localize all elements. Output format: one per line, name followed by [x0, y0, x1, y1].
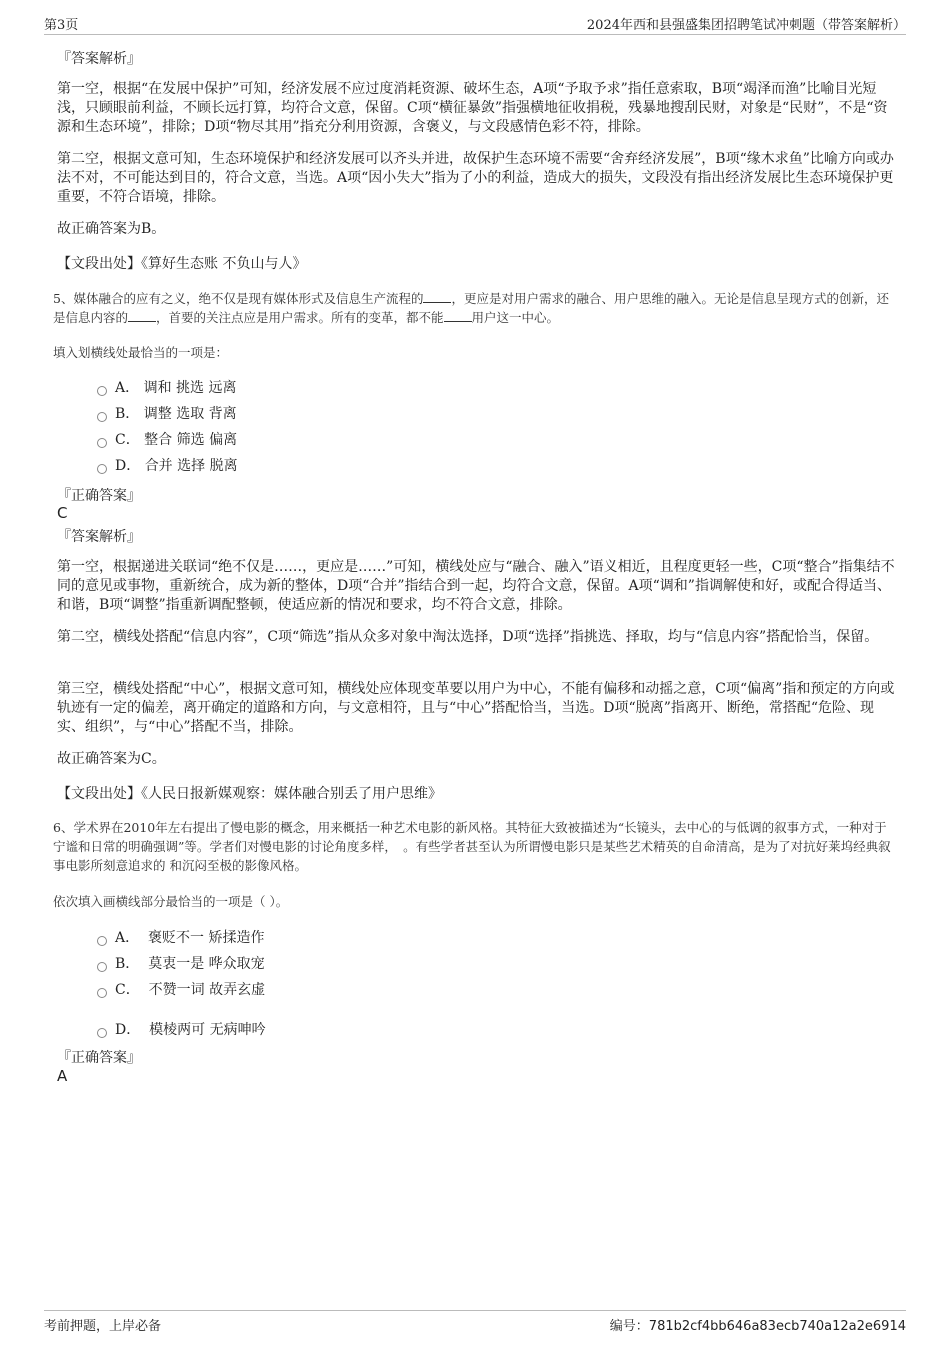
analysis-label: 『答案解析』: [57, 529, 141, 545]
question-text: 6、学术界在2010年左右提出了慢电影的概念，用来概括一种艺术电影的新风格。其特征大致被描述为“长镜头，去中心的与低调的叙事方式，一种对于宁谧和日常的明确强调”等。学者们对慢电影的讨论角度多样， 。有些学者甚至认为所谓慢电影只是某些艺术精英的自命清高，是为了对抗好莱坞经典叙事电影所刻意追求的 和沉闷至极的影像风格。: [53, 820, 891, 873]
source-citation: 【文段出处】《人民日报新媒观察：媒体融合别丢了用户思维》: [57, 786, 442, 802]
radio-icon[interactable]: [97, 412, 107, 422]
blank-line: [423, 290, 451, 303]
option-a[interactable]: A． 调和 挑选 远离: [57, 375, 457, 401]
option-b[interactable]: B． 调整 选取 背离: [57, 401, 457, 427]
analysis-paragraph: 第二空，横线处搭配“信息内容”，C项“筛选”指从众多对象中淘汰选择，D项“选择”指挑选、择取，均与“信息内容”搭配恰当，保留。: [57, 629, 879, 645]
option-list: [57, 375, 457, 479]
analysis-paragraph: 第一空，根据递进关联词“绝不仅是……，更应是……”可知，横线处应与“融合、融入”语义相近，且程度更轻一些，C项“整合”指集结不同的意见或事物，重新统合，成为新的整体，D项“合并”指结合到一起，均符合文意，保留。A项“调和”指调解使和好，或配合得适当、和谐，B项“调整”指重新调配整顿，使适应新的情况和要求，均不符合文意，排除。: [57, 559, 895, 613]
blank-line: [444, 309, 472, 322]
option-d[interactable]: D． 模棱两可 无病呻吟: [57, 1017, 457, 1043]
conclusion: 故正确答案为C。: [57, 751, 166, 767]
option-list: [57, 925, 457, 1043]
analysis-label: 『答案解析』: [57, 51, 141, 67]
question-prompt: 依次填入画横线部分最恰当的一项是（ ）。: [53, 894, 289, 909]
conclusion: 故正确答案为B。: [57, 221, 166, 237]
radio-icon[interactable]: [97, 988, 107, 998]
question-text: 5、媒体融合的应有之义，绝不仅是现有媒体形式及信息生产流程的 ，更应是对用户需求的融合、用户思维的融入。无论是信息呈现方式的创新，还是信息内容的 ，首要的关注点应是用户需求。所有的变革，都不能 用户这一中心。: [53, 291, 889, 325]
document-title: 2024年西和县强盛集团招聘笔试冲刺题（带答案解析）: [586, 18, 906, 33]
correct-answer: A: [57, 1067, 68, 1085]
analysis-paragraph: 第二空，根据文意可知，生态环境保护和经济发展可以齐头并进，故保护生态环境不需要“舍弃经济发展”，B项“缘木求鱼”比喻方向或办法不对，不可能达到目的，符合文意，当选。A项“因小失大”指为了小的利益，造成大的损失，文段没有指出经济发展比生态环境保护更重要，不符合语境，排除。: [57, 151, 894, 205]
page-footer: [44, 1310, 906, 1335]
option-c[interactable]: C． 不赞一词 故弄玄虚: [57, 977, 457, 1003]
document-id: 编号：781b2cf4bb646a83ecb740a12a2e6914: [609, 1319, 906, 1334]
answer-label: 『正确答案』: [57, 1050, 141, 1066]
answer-label: 『正确答案』: [57, 488, 141, 504]
blank-line: [128, 309, 156, 322]
radio-icon[interactable]: [97, 1028, 107, 1038]
option-c[interactable]: C． 整合 筛选 偏离: [57, 427, 457, 453]
question-prompt: 填入划横线处最恰当的一项是：: [53, 345, 229, 360]
source-citation: 【文段出处】《算好生态账 不负山与人》: [57, 256, 307, 272]
analysis-paragraph: 第一空，根据“在发展中保护”可知，经济发展不应过度消耗资源、破坏生态，A项“予取予求”指任意索取，B项“竭泽而渔”比喻目光短浅，只顾眼前利益，不顾长远打算，均符合文意，保留。C项“横征暴敛”指强横地征收捐税，残暴地搜刮民财，对象是“民财”，不是“资源和生态环境”，排除；D项“物尽其用”指充分利用资源，含褒义，与文段感情色彩不符，排除。: [57, 81, 888, 135]
option-a[interactable]: A． 褒贬不一 矫揉造作: [57, 925, 457, 951]
page-number: 第3页: [44, 18, 79, 33]
analysis-paragraph: 第三空，横线处搭配“中心”，根据文意可知，横线处应体现变革要以用户为中心，不能有偏移和动摇之意，C项“偏离”指和预定的方向或轨迹有一定的偏差，离开确定的道路和方向，与文意相符，且与“中心”搭配恰当，当选。D项“脱离”指离开、断绝，常搭配“危险、现实、组织”，与“中心”搭配不当，排除。: [57, 681, 895, 735]
option-b[interactable]: B． 莫衷一是 哗众取宠: [57, 951, 457, 977]
radio-icon[interactable]: [97, 386, 107, 396]
radio-icon[interactable]: [97, 936, 107, 946]
radio-icon[interactable]: [97, 464, 107, 474]
option-d[interactable]: D． 合并 选择 脱离: [57, 453, 457, 479]
page-header: [44, 12, 906, 35]
radio-icon[interactable]: [97, 438, 107, 448]
correct-answer: C: [57, 504, 68, 522]
footer-slogan: 考前押题，上岸必备: [44, 1319, 162, 1334]
radio-icon[interactable]: [97, 962, 107, 972]
